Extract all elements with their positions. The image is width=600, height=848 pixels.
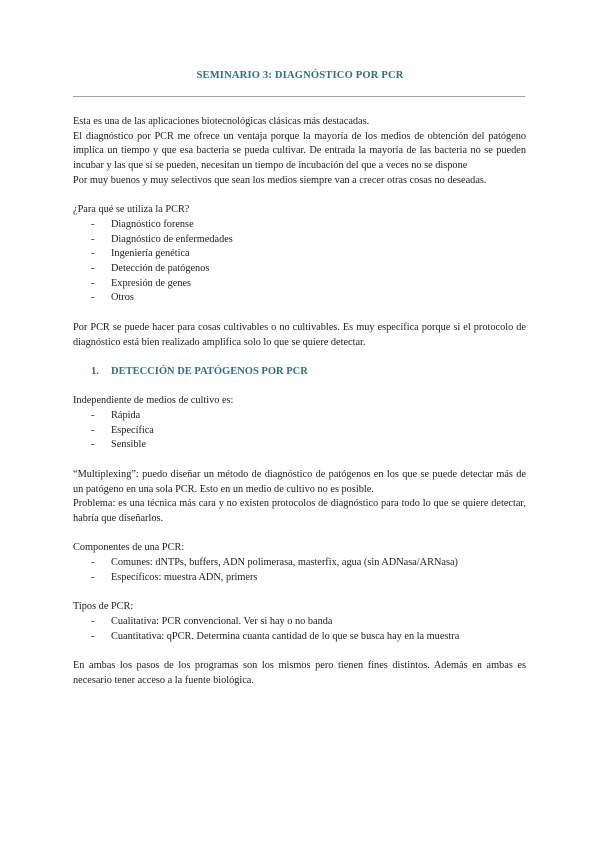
list-dash: - xyxy=(91,277,95,289)
list-dash: - xyxy=(91,218,95,230)
list-item xyxy=(73,571,526,586)
list-item xyxy=(73,424,526,439)
list-dash: - xyxy=(91,557,95,568)
spacer xyxy=(73,189,526,204)
list-item-text: Específica xyxy=(111,424,154,436)
list-item xyxy=(73,438,526,453)
components-lead: Componentes de una PCR: xyxy=(73,542,185,554)
spacer xyxy=(73,350,526,365)
list-dash: - xyxy=(91,439,95,451)
section-heading xyxy=(73,365,526,380)
list-dash: - xyxy=(91,630,95,642)
list-dash: - xyxy=(91,571,95,583)
uses-list xyxy=(73,218,526,306)
list-item-text: Rápida xyxy=(111,410,141,421)
multiplexing-paragraph: “Multiplexing”: puedo diseñar un método de diagnóstico de patógenos en los que se puede detectar más de un patógeno en una sola PCR. Esto en un medio de cultivo no es posible. xyxy=(73,468,526,495)
list-item-text: Diagnóstico de enfermedades xyxy=(111,233,233,245)
types-list xyxy=(73,615,526,644)
spacer xyxy=(73,380,526,395)
list-dash: - xyxy=(91,292,95,304)
list-dash: - xyxy=(91,233,95,245)
list-dash: - xyxy=(91,410,95,421)
list-item xyxy=(73,262,526,277)
list-item-text: Detección de patógenos xyxy=(111,263,210,275)
page-title: SEMINARIO 3: DIAGNÓSTICO POR PCR xyxy=(196,70,404,81)
uses-question: ¿Para qué se utiliza la PCR? xyxy=(73,204,190,216)
list-item xyxy=(73,615,526,630)
spacer xyxy=(73,585,526,600)
list-item-text: Específicos: muestra ADN, primers xyxy=(111,571,258,583)
list-item-text: Sensible xyxy=(111,439,146,451)
list-item xyxy=(73,233,526,248)
list-item-text: Expresión de genes xyxy=(111,277,192,289)
intro-paragraph-2: El diagnóstico por PCR me ofrece un ventaja porque la mayoría de los medios de obtención del patógeno implica un tiempo y que esa bacteria se pueda cultivar. De entrada la mayoría de las bacteria no se pueden incubar y las que sí se pueden, necesitan un tiempo de incubación del que a veces no se dispone xyxy=(73,130,526,172)
intro-paragraph-3: Por muy buenos y muy selectivos que sean los medios siempre van a crecer otras cosas no deseadas. xyxy=(73,174,487,186)
list-item-text: Cualitativa: PCR convencional. Ver si hay o no banda xyxy=(111,615,333,627)
spacer xyxy=(73,306,526,321)
independent-lead: Independiente de medios de cultivo es: xyxy=(73,395,234,407)
list-dash: - xyxy=(91,615,95,627)
list-dash: - xyxy=(91,263,95,275)
list-item xyxy=(73,630,526,645)
section-number: 1. xyxy=(91,365,99,377)
list-item-text: Comunes: dNTPs, buffers, ADN polimerasa, masterfix, agua (sin ADNasa/ARNasa) xyxy=(111,557,458,568)
list-item-text: Ingeniería genética xyxy=(111,248,190,260)
list-dash: - xyxy=(91,424,95,436)
closing-paragraph: En ambas los pasos de los programas son los mismos pero tienen fines distintos. Además en ambas es necesario tener acceso a la fuente biológica. xyxy=(73,659,526,686)
types-lead: Tipos de PCR: xyxy=(73,601,134,613)
list-item xyxy=(73,218,526,233)
list-item-text: Diagnóstico forense xyxy=(111,218,194,230)
title-divider xyxy=(73,96,525,97)
list-dash: - xyxy=(91,248,95,260)
list-item-text: Cuantitativa: qPCR. Determina cuanta cantidad de lo que se busca hay en la muestra xyxy=(111,630,460,642)
spacer xyxy=(73,453,526,468)
intro-paragraph-1: Esta es una de las aplicaciones biotecnológicas clásicas más destacadas. xyxy=(73,116,370,127)
list-item xyxy=(73,556,526,571)
spacer xyxy=(73,527,526,542)
document-body xyxy=(73,115,526,688)
list-item-text: Otros xyxy=(111,292,134,304)
independent-list xyxy=(73,409,526,453)
cultivable-paragraph: Por PCR se puede hacer para cosas cultivables o no cultivables. Es muy específica porque si el protocolo de diagnóstico está bien realizado amplifica solo lo que se quiere detectar. xyxy=(73,321,526,348)
list-item xyxy=(73,409,526,424)
spacer xyxy=(73,644,526,659)
list-item xyxy=(73,247,526,262)
problem-paragraph: Problema: es una técnica más cara y no existen protocolos de diagnóstico para todo lo que se quiere detectar, habría que diseñarlos. xyxy=(73,498,526,524)
list-item xyxy=(73,277,526,292)
section-heading-text: DETECCIÓN DE PATÓGENOS POR PCR xyxy=(111,365,308,377)
list-item xyxy=(73,291,526,306)
components-list xyxy=(73,556,526,585)
